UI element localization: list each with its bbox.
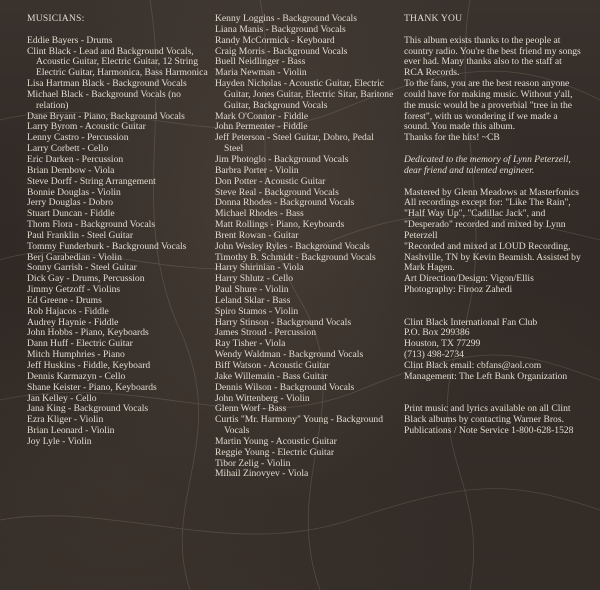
- list-item: Ed Greene - Drums: [27, 294, 102, 306]
- list-item: Ray Tisher - Viola: [215, 338, 286, 350]
- list-item: Tibor Zelig - Violin: [215, 457, 291, 469]
- musicians-heading: MUSICIANS:: [27, 13, 85, 24]
- recording-credit-loud: "Recorded and mixed at LOUD Recording, Nashville, TN by Kevin Beamish. Assisted by Mark Hagen.: [404, 240, 581, 274]
- list-item: Buell Neidlinger - Bass: [215, 56, 306, 68]
- musicians-column-2: [215, 14, 395, 480]
- list-item: Eric Darken - Percussion: [27, 153, 124, 165]
- list-item: Berj Garabedian - Violin: [27, 251, 122, 263]
- list-item: Clint Black - Lead and Background Vocals, Acoustic Guitar, Electric Guitar, 12 String Electric Guitar, Harmonica, Bass Harmonica: [27, 45, 208, 79]
- fan-club-phone: (713) 498-2734: [404, 349, 464, 361]
- list-item: Mark O'Connor - Fiddle: [215, 110, 309, 122]
- list-item: Barbra Porter - Violin: [215, 164, 299, 176]
- list-item: Jimmy Getzoff - Violins: [27, 284, 121, 296]
- list-item: Rob Hajacos - Fiddle: [27, 305, 109, 317]
- list-item: Ezra Kliger - Violin: [27, 414, 104, 426]
- list-item: Don Potter - Acoustic Guitar: [215, 175, 326, 187]
- musicians-column-1: [27, 14, 215, 448]
- list-item: Thom Flora - Background Vocals: [27, 219, 156, 231]
- list-item: Brian Dembow - Viola: [27, 164, 115, 176]
- list-item: Eddie Bayers - Drums: [27, 34, 113, 46]
- list-item: Lenny Castro - Percussion: [27, 132, 129, 144]
- fan-club-city: Houston, TX 77299: [404, 338, 481, 350]
- list-item: Liana Manis - Background Vocals: [215, 23, 346, 35]
- list-item: Timothy B. Schmidt - Background Vocals: [215, 251, 376, 263]
- list-item: John Hobbs - Piano, Keyboards: [27, 327, 149, 339]
- list-item: Audrey Haynie - Fiddle: [27, 316, 119, 328]
- list-item: Brent Rowan - Guitar: [215, 229, 299, 241]
- fan-club-name: Clint Black International Fan Club: [404, 316, 538, 328]
- list-item: Mihail Zinovyev - Viola: [215, 468, 309, 480]
- list-item: Jerry Douglas - Dobro: [27, 197, 114, 209]
- list-item: Larry Byrom - Acoustic Guitar: [27, 121, 146, 133]
- list-item: Donna Rhodes - Background Vocals: [215, 197, 355, 209]
- list-item: Harry Shirinian - Viola: [215, 262, 304, 274]
- photography-credit: Photography: Firooz Zahedi: [404, 284, 513, 296]
- dedication-text: Dedicated to the memory of Lynn Peterzell, dear friend and talented engineer.: [404, 153, 571, 176]
- fan-club-block: [404, 318, 582, 383]
- list-item: Dick Gay - Drums, Percussion: [27, 273, 145, 285]
- mastering-credit: Mastered by Glenn Meadows at Masterfonics: [404, 186, 580, 198]
- list-item: Jim Photoglo - Background Vocals: [215, 153, 349, 165]
- list-item: Dane Bryant - Piano, Background Vocals: [27, 110, 185, 122]
- list-item: Jana King - Background Vocals: [27, 403, 149, 415]
- thank-you-heading: THANK YOU: [404, 13, 463, 24]
- musicians-list-1: [27, 36, 215, 448]
- fan-club-po-box: P.O. Box 299386: [404, 327, 470, 339]
- list-item: Joy Lyle - Violin: [27, 435, 92, 447]
- art-direction-credit: Art Direction/Design: Vigon/Ellis: [404, 273, 534, 285]
- list-item: Michael Rhodes - Bass: [215, 208, 304, 220]
- list-item: Jan Kelley - Cello: [27, 392, 97, 404]
- list-item: Lisa Hartman Black - Background Vocals: [27, 78, 187, 90]
- list-item: Harry Shlutz - Cello: [215, 273, 294, 285]
- list-item: Spiro Stamos - Violin: [215, 305, 299, 317]
- list-item: Biff Watson - Acoustic Guitar: [215, 360, 330, 371]
- list-item: Matt Rollings - Piano, Keyboards: [215, 219, 345, 231]
- print-music-info: Print music and lyrics available on all Clint Black albums by contacting Warner Bros. Publications / Note Service 1-800-628-1528: [404, 403, 574, 437]
- list-item: Martin Young - Acoustic Guitar: [215, 435, 337, 447]
- list-item: Randy McCormick - Keyboard: [215, 34, 335, 46]
- list-item: Harry Stinson - Background Vocals: [215, 316, 352, 328]
- list-item: Stuart Duncan - Fiddle: [27, 208, 115, 220]
- list-item: Glenn Worf - Bass: [215, 403, 287, 415]
- list-item: John Wesley Ryles - Background Vocals: [215, 240, 370, 252]
- list-item: Wendy Waldman - Background Vocals: [215, 349, 364, 361]
- list-item: Jeff Peterson - Steel Guitar, Dobro, Pedal Steel: [215, 132, 374, 155]
- list-item: Paul Shure - Violin: [215, 284, 289, 296]
- list-item: Dann Huff - Electric Guitar: [27, 338, 133, 350]
- list-item: Hayden Nicholas - Acoustic Guitar, Electric Guitar, Jones Guitar, Electric Sitar, Baritone Guitar, Background Vocals: [215, 78, 394, 111]
- thanks-paragraph-fans: To the fans, you are the best reason anyone could have for making music. Without y'all, the music would be a proverbial "tree in the forest", with us wondering if we made a sound. You made this album.: [404, 78, 573, 133]
- list-item: Jeff Huskins - Fiddle, Keyboard: [27, 360, 151, 371]
- list-item: Shane Keister - Piano, Keyboards: [27, 381, 157, 393]
- list-item: Craig Morris - Background Vocals: [215, 45, 348, 57]
- list-item: Curtis "Mr. Harmony" Young - Background Vocals: [215, 414, 383, 437]
- recording-credit: All recordings except for: "Like The Rain", "Half Way Up", "Cadillac Jack", and "Desperado" recorded and mixed by Lynn Peterzell: [404, 197, 571, 241]
- list-item: Steve Real - Background Vocals: [215, 186, 339, 198]
- thanks-signoff: Thanks for the hits! ~CB: [404, 132, 500, 144]
- musicians-list-2: [215, 14, 395, 480]
- list-item: Jake Willemain - Bass Guitar: [215, 370, 328, 382]
- list-item: Sonny Garrish - Steel Guitar: [27, 262, 137, 274]
- list-item: Kenny Loggins - Background Vocals: [215, 13, 357, 24]
- list-item: Michael Black - Background Vocals (no relation): [27, 88, 181, 111]
- list-item: Mitch Humphries - Piano: [27, 349, 125, 361]
- list-item: John Permenter - Fiddle: [215, 121, 308, 133]
- fan-club-email: Clint Black email: cbfans@aol.com: [404, 360, 542, 371]
- list-item: Bonnie Douglas - Violin: [27, 186, 121, 198]
- management-credit: Management: The Left Bank Organization: [404, 370, 568, 382]
- list-item: Brian Leonard - Violin: [27, 425, 115, 437]
- list-item: Dennis Wilson - Background Vocals: [215, 381, 355, 393]
- thanks-column: [404, 14, 582, 437]
- thanks-paragraph-radio: This album exists thanks to the people at country radio. You're the best friend my songs ever had. Many thanks also to the staff at RCA Records.: [404, 34, 581, 79]
- list-item: John Wittenberg - Violin: [215, 392, 310, 404]
- list-item: Paul Franklin - Steel Guitar: [27, 229, 134, 241]
- list-item: Larry Corbett - Cello: [27, 143, 109, 155]
- list-item: Tommy Funderburk - Background Vocals: [27, 240, 187, 252]
- list-item: James Stroud - Percussion: [215, 327, 316, 339]
- list-item: Steve Dorff - String Arrangement: [27, 175, 156, 187]
- list-item: Maria Newman - Violin: [215, 67, 307, 79]
- list-item: Leland Sklar - Bass: [215, 294, 291, 306]
- list-item: Dennis Karmazyn - Cello: [27, 370, 126, 382]
- list-item: Reggie Young - Electric Guitar: [215, 446, 335, 458]
